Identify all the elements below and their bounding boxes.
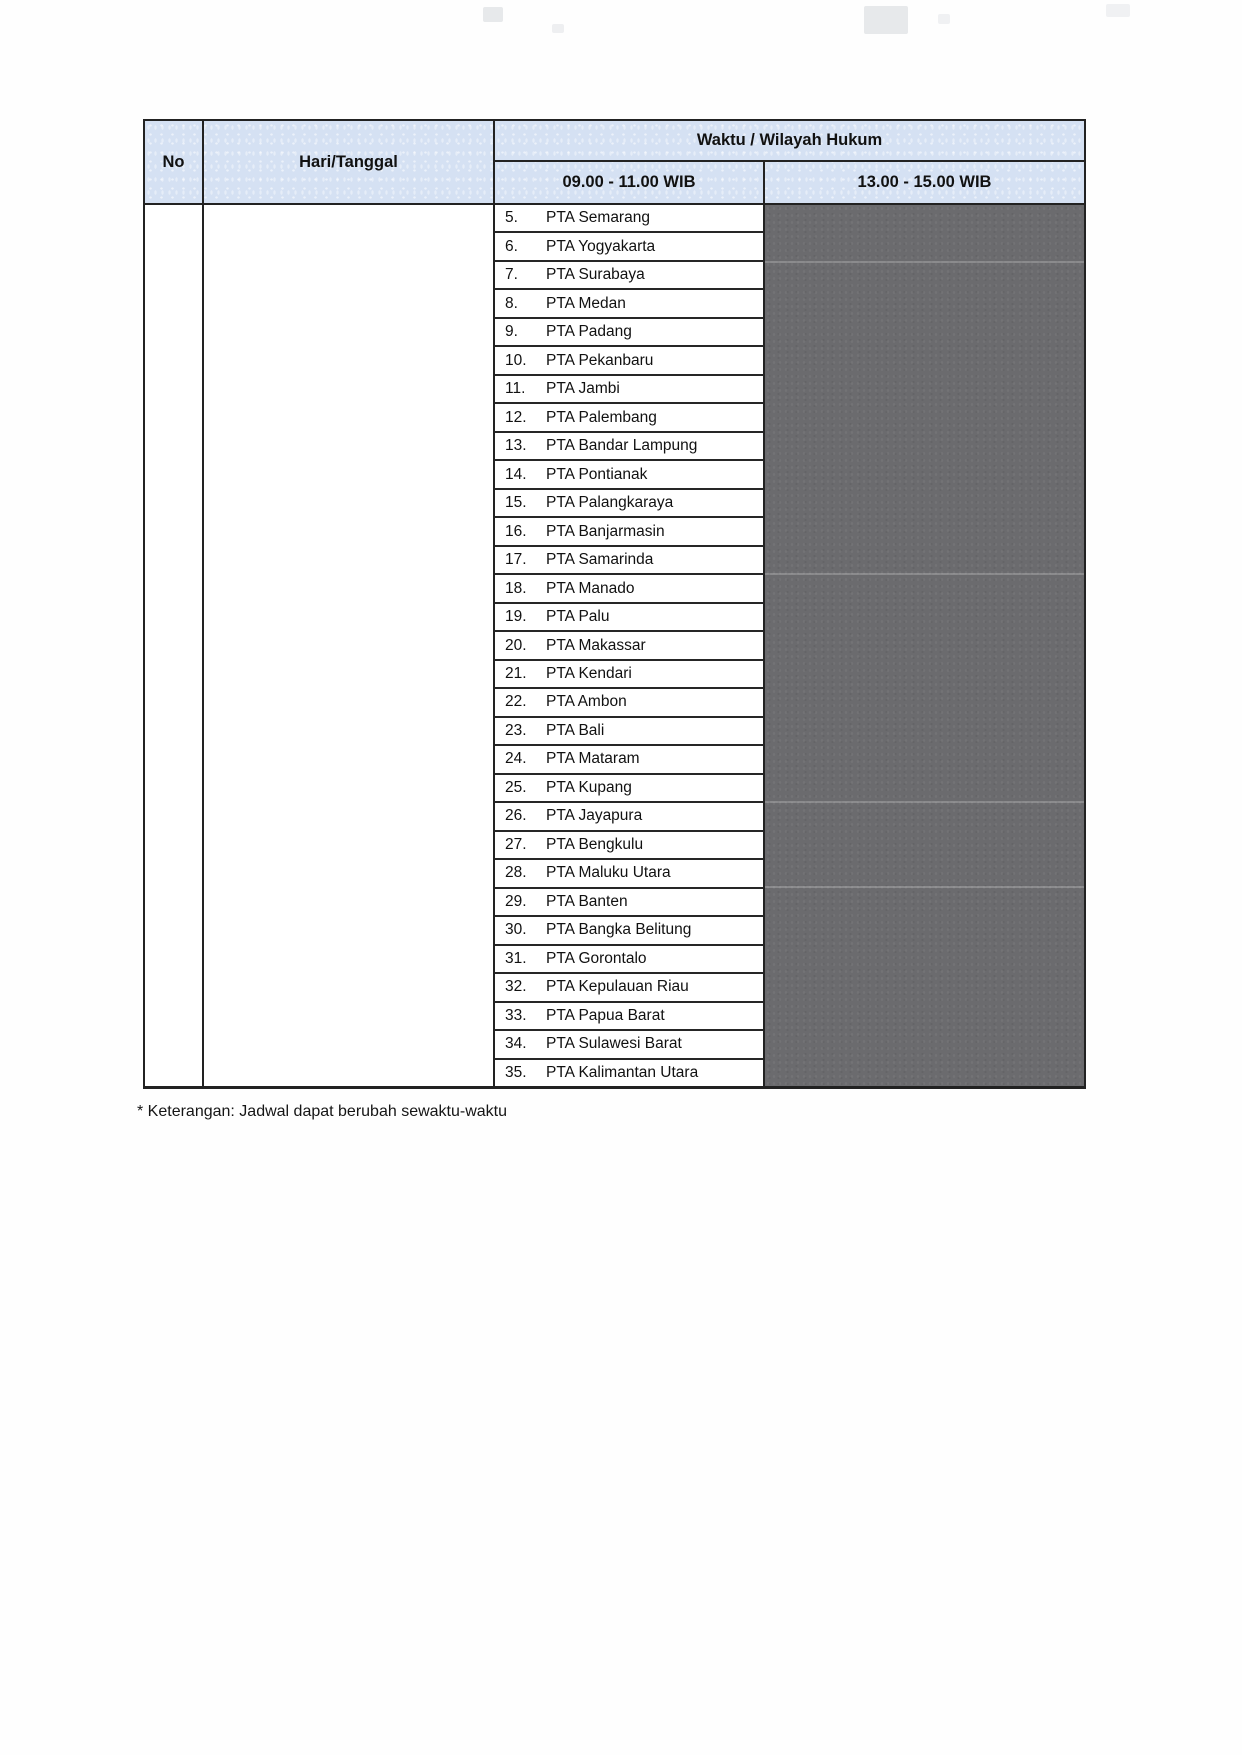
row-number: 14. xyxy=(505,465,527,483)
row-number: 24. xyxy=(505,750,527,768)
row-number: 21. xyxy=(505,664,527,682)
row-label: PTA Surabaya xyxy=(546,266,645,284)
table-row xyxy=(495,575,763,603)
table-row xyxy=(495,376,763,404)
table-row xyxy=(495,347,763,375)
header-group-waktu-wilayah xyxy=(495,121,1084,203)
header-cell-no xyxy=(145,121,204,203)
row-number: 23. xyxy=(505,721,527,739)
header-subrow-sessions xyxy=(495,162,1084,203)
header-label-waktu-wilayah: Waktu / Wilayah Hukum xyxy=(696,131,883,149)
table-row xyxy=(495,1031,763,1059)
footnote: * Keterangan: Jadwal dapat berubah sewaktu-waktu xyxy=(137,1103,508,1120)
row-number: 27. xyxy=(505,835,527,853)
scan-line-artifact xyxy=(765,801,1084,803)
scan-smudge xyxy=(1106,4,1130,17)
row-number: 9. xyxy=(505,323,518,341)
row-label: PTA Maluku Utara xyxy=(546,864,671,882)
row-label: PTA Kupang xyxy=(546,778,632,796)
scan-smudge xyxy=(552,24,564,33)
morning-session-list xyxy=(495,205,765,1086)
row-number: 22. xyxy=(505,693,527,711)
row-label: PTA Jambi xyxy=(546,380,620,398)
row-label: PTA Pontianak xyxy=(546,465,648,483)
table-row xyxy=(495,775,763,803)
row-number: 16. xyxy=(505,522,527,540)
scan-smudge xyxy=(483,7,503,22)
table-row xyxy=(495,803,763,831)
header-cell-session-morning xyxy=(495,162,765,203)
table-row xyxy=(495,262,763,290)
table-row xyxy=(495,946,763,974)
header-label-hari-tanggal: Hari/Tanggal xyxy=(299,152,398,171)
table-row xyxy=(495,889,763,917)
row-label: PTA Sulawesi Barat xyxy=(546,1035,682,1053)
table-row xyxy=(495,319,763,347)
row-label: PTA Banten xyxy=(546,892,628,910)
row-number: 30. xyxy=(505,921,527,939)
table-row xyxy=(495,604,763,632)
scan-line-artifact xyxy=(765,261,1084,263)
header-cell-hari-tanggal xyxy=(204,121,495,203)
table-row xyxy=(495,974,763,1002)
row-number: 11. xyxy=(505,380,526,398)
row-number: 10. xyxy=(505,351,527,369)
row-number: 32. xyxy=(505,978,527,996)
table-row xyxy=(495,205,763,233)
row-number: 25. xyxy=(505,778,527,796)
table-row xyxy=(495,917,763,945)
row-number: 17. xyxy=(505,551,527,569)
table-row xyxy=(495,518,763,546)
row-label: PTA Ambon xyxy=(546,693,627,711)
row-number: 29. xyxy=(505,892,527,910)
schedule-table xyxy=(143,119,1086,1089)
row-label: PTA Palembang xyxy=(546,408,657,426)
row-label: PTA Manado xyxy=(546,579,635,597)
row-label: PTA Kepulauan Riau xyxy=(546,978,689,996)
row-number: 8. xyxy=(505,294,518,312)
row-label: PTA Samarinda xyxy=(546,551,654,569)
table-row xyxy=(495,490,763,518)
row-number: 15. xyxy=(505,494,527,512)
header-cell-waktu-wilayah xyxy=(495,121,1084,162)
row-number: 18. xyxy=(505,579,527,597)
header-cell-session-afternoon xyxy=(765,162,1084,203)
table-row xyxy=(495,461,763,489)
header-label-session-morning: 09.00 - 11.00 WIB xyxy=(562,173,696,191)
row-label: PTA Mataram xyxy=(546,750,640,768)
row-number: 19. xyxy=(505,608,527,626)
row-number: 12. xyxy=(505,408,527,426)
row-label: PTA Kendari xyxy=(546,664,632,682)
scan-line-artifact xyxy=(765,573,1084,575)
table-row xyxy=(495,860,763,888)
scan-smudge xyxy=(864,6,908,34)
row-number: 13. xyxy=(505,437,527,455)
row-number: 6. xyxy=(505,237,518,255)
row-label: PTA Banjarmasin xyxy=(546,522,665,540)
row-number: 31. xyxy=(505,949,527,967)
table-row xyxy=(495,433,763,461)
row-label: PTA Yogyakarta xyxy=(546,237,656,255)
row-label: PTA Bandar Lampung xyxy=(546,437,698,455)
row-number: 33. xyxy=(505,1006,527,1024)
header-label-no: No xyxy=(162,152,185,171)
table-row xyxy=(495,1003,763,1031)
row-label: PTA Bali xyxy=(546,721,605,739)
body-column-no xyxy=(145,205,204,1086)
header-label-session-afternoon: 13.00 - 15.00 WIB xyxy=(857,173,992,191)
row-number: 7. xyxy=(505,266,518,284)
row-label: PTA Medan xyxy=(546,294,626,312)
row-number: 34. xyxy=(505,1035,527,1053)
row-label: PTA Kalimantan Utara xyxy=(546,1063,699,1081)
row-number: 20. xyxy=(505,636,527,654)
row-label: PTA Palu xyxy=(546,608,610,626)
table-row xyxy=(495,832,763,860)
table-row xyxy=(495,290,763,318)
table-header-row xyxy=(145,121,1084,205)
row-label: PTA Bengkulu xyxy=(546,835,644,853)
table-row xyxy=(495,233,763,261)
row-label: PTA Jayapura xyxy=(546,807,643,825)
row-label: PTA Padang xyxy=(546,323,632,341)
row-label: PTA Palangkaraya xyxy=(546,494,674,512)
body-column-hari-tanggal xyxy=(204,205,495,1086)
table-row xyxy=(495,547,763,575)
row-label: PTA Bangka Belitung xyxy=(546,921,692,939)
afternoon-session-blocked-area xyxy=(765,205,1084,1086)
table-row xyxy=(495,689,763,717)
row-label: PTA Pekanbaru xyxy=(546,351,654,369)
table-row xyxy=(495,632,763,660)
row-number: 26. xyxy=(505,807,527,825)
table-row xyxy=(495,718,763,746)
table-row xyxy=(495,404,763,432)
row-label: PTA Gorontalo xyxy=(546,949,647,967)
table-row xyxy=(495,746,763,774)
scan-smudge xyxy=(938,14,950,24)
scan-line-artifact xyxy=(765,886,1084,888)
row-number: 28. xyxy=(505,864,527,882)
row-label: PTA Makassar xyxy=(546,636,646,654)
table-row xyxy=(495,661,763,689)
table-row xyxy=(495,1060,763,1086)
row-label: PTA Papua Barat xyxy=(546,1006,665,1024)
row-number: 35. xyxy=(505,1063,527,1081)
row-number: 5. xyxy=(505,209,518,227)
table-body xyxy=(145,205,1084,1086)
row-label: PTA Semarang xyxy=(546,209,650,227)
